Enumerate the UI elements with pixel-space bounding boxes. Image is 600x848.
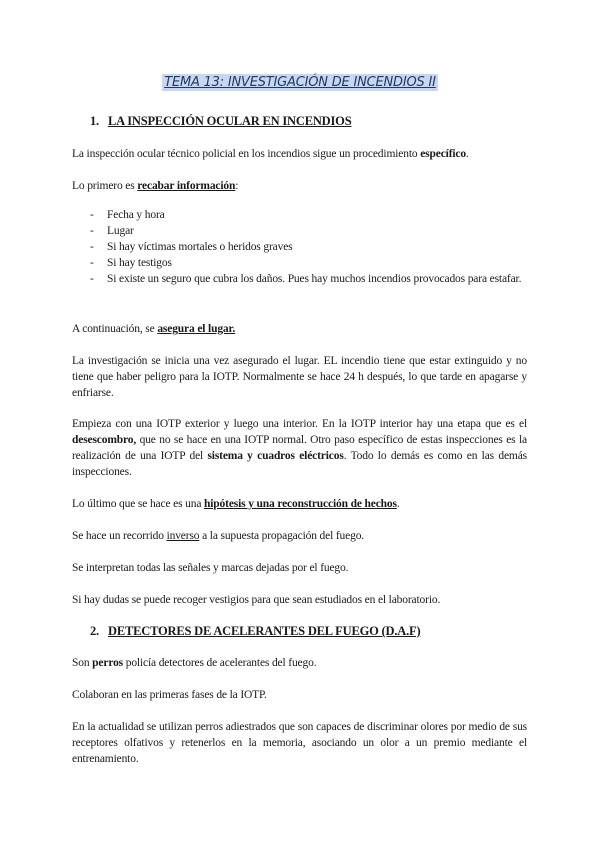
paragraph-hypothesis: Lo último que se hace es una hipótesis y una reconstrucción de hechos.	[72, 498, 400, 510]
section-1-heading	[90, 114, 351, 129]
section-1-title: LA INSPECCIÓN OCULAR EN INCENDIOS	[108, 114, 352, 128]
paragraph-training: En la actualidad se utilizan perros adiestrados que son capaces de discriminar olores por medio de sus receptores olfativos y retenerlos en la memoria, asociando un olor a un premio mediante el entrenamiento.	[72, 721, 527, 765]
information-list	[90, 207, 530, 287]
document-title: TEMA 13: INVESTIGACIÓN DE INCENDIOS II	[164, 75, 436, 90]
paragraph-lab-samples: Si hay dudas se puede recoger vestigios para que sean estudiados en el laboratorio.	[72, 594, 441, 606]
section-2-heading	[90, 624, 420, 639]
list-item: - Fecha y hora	[90, 209, 165, 221]
paragraph-first-step: Lo primero es recabar información:	[72, 180, 239, 192]
paragraph-inverse-route: Se hace un recorrido inverso a la supuesta propagación del fuego.	[72, 530, 365, 542]
list-item: - Si hay testigos	[90, 257, 172, 269]
list-item: - Lugar	[90, 225, 134, 237]
paragraph-collaboration: Colaboran en las primeras fases de la IOTP.	[72, 689, 267, 701]
paragraph-investigation-start: La investigación se inicia una vez asegurado el lugar. EL incendio tiene que estar extinguido y no tiene que haber peligro para la IOTP. Normalmente se hace 24 h después, lo que tarde en apagarse y enfriarse.	[72, 355, 527, 399]
section-1-number: 1.	[90, 114, 99, 128]
paragraph-procedure: La inspección ocular técnico policial en los incendios sigue un procedimiento específico.	[72, 148, 469, 160]
paragraph-signals: Se interpretan todas las señales y marcas dejadas por el fuego.	[72, 562, 349, 574]
paragraph-iotp-stages: Empieza con una IOTP exterior y luego una interior. En la IOTP interior hay una etapa que es el desescombro, que no se hace en una IOTP normal. Otro paso específico de estas inspecciones es la realización de una IOTP del sistema y cuadros eléctricos. Todo lo demás es como en las demás inspecciones.	[72, 418, 527, 478]
section-2-title: DETECTORES DE ACELERANTES DEL FUEGO (D.A.F)	[108, 624, 421, 638]
list-item: - Si hay víctimas mortales o heridos graves	[90, 241, 293, 253]
list-item: - Si existe un seguro que cubra los daños. Pues hay muchos incendios provocados para estafar.	[90, 273, 522, 285]
section-2-number: 2.	[90, 624, 99, 638]
paragraph-secure-site: A continuación, se asegura el lugar.	[72, 323, 236, 335]
paragraph-dogs: Son perros policía detectores de acelerantes del fuego.	[72, 657, 317, 669]
